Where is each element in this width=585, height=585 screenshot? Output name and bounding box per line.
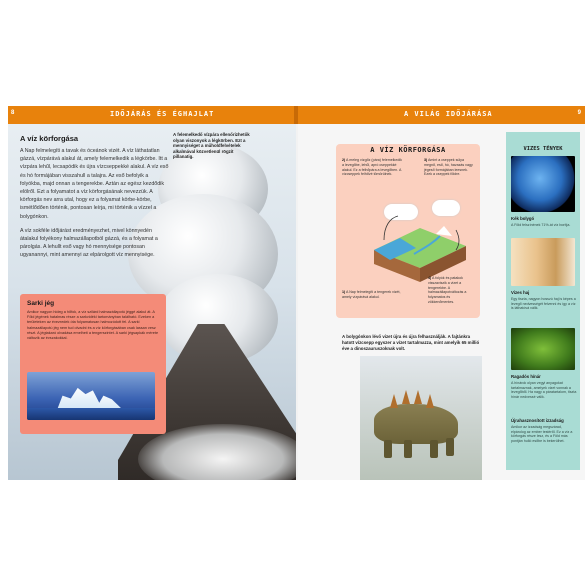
dino-leg — [384, 440, 392, 458]
cycle-note-4 — [428, 276, 476, 305]
water-cycle-card — [336, 144, 480, 318]
fact-text: Amikor az izzadság megszárad, elpárolog az ember testéről. Ez a víz a körforgás része lesz, és a Föld más pontján hulló esőbe is bekerülhet. — [511, 425, 573, 443]
fact-title: Újrahasznosított izzadság — [511, 418, 564, 423]
seaweed-photo — [511, 328, 575, 370]
book-spread — [8, 106, 585, 480]
earth-photo — [511, 156, 575, 212]
dino-leg — [430, 440, 438, 458]
cycle-note-3 — [424, 158, 476, 177]
fact-text: Egy tiszta, nagyon hosszú haj is képes a levegő nedvességét felvenni és így a víz is láthatóvá válik. — [511, 297, 576, 311]
dino-leg — [404, 440, 412, 458]
dino-plate — [426, 394, 434, 408]
water-cycle-title: A VÍZ KÖRFORGÁSA — [370, 146, 446, 154]
left-page-number: 8 — [11, 110, 15, 116]
polar-ice-box — [20, 294, 166, 434]
dino-plate — [390, 394, 398, 408]
wet-hair-photo — [511, 238, 575, 286]
cycle-note-1-text: A Nap felmelegíti a tengerek vizét, amely vízpárává alakul. — [342, 290, 401, 299]
second-paragraph: A víz sokféle időjárást eredményezhet, mivel könnyedén átalakul folyékony halmazállapotból gázzá, és a folyamat a párolgás. A lehullt eső vagy hó mennyisége pontosan ugyanannyi, mint amennyi az elpárolgott víz mennyisége. — [20, 227, 158, 259]
sea-water — [27, 408, 155, 420]
volcano-photo-caption: A felemelkedő vízpára ellenőrizhetők olyan viszonyok a légkörben. Ezt a mennyiséget a műholdfelvételek alkalmával közvetlenül rögzít pillanatig. — [173, 132, 250, 160]
water-facts-panel — [506, 132, 580, 470]
cycle-note-1-number: 1) — [342, 290, 346, 294]
right-page-number: 9 — [577, 110, 581, 116]
gutter — [294, 106, 298, 124]
right-section-title: A VILÁG IDŐJÁRÁSA — [404, 110, 493, 118]
fact-title: Ragadós hínár — [511, 374, 541, 379]
right-page — [298, 124, 585, 480]
left-page — [8, 124, 296, 480]
iceberg-shape — [57, 386, 103, 410]
dino-plate — [402, 390, 410, 404]
facts-title: VIZES TÉNYEK — [523, 146, 563, 152]
polar-ice-title: Sarki jég — [27, 300, 55, 307]
cycle-note-4-number: 4) — [428, 276, 432, 280]
water-cycle-text — [20, 134, 170, 260]
terrain-diagram — [370, 210, 468, 284]
cycle-note-4-text: A folyók és patakok visszaviszik a vizet a tengerekbe. A halmazállapotváltozás a folyamatos és zökkenőmentes. — [428, 276, 467, 304]
header-band — [8, 106, 585, 124]
dino-plate — [414, 390, 422, 404]
left-section-title: IDŐJÁRÁS ÉS ÉGHAJLAT — [110, 110, 215, 118]
cycle-note-3-text: Amint a cseppek súlya megnő, eső, hó, havazás vagy jégeső formájában leesnek. Ezek a cseppek földre. — [424, 158, 473, 177]
cycle-note-2 — [342, 158, 404, 177]
fact-title: Vizes haj — [511, 290, 530, 295]
intro-paragraph: A Nap felmelegíti a tavak és óceánok vizét. A víz láthatatlan gázzá, vízpárává alakul át, amely felemelkedik a légkörbe. Itt a vízpára lehűl, lecsapódik és újra vízcseppekké alakul. A víz eső és hó formájában visszahull a talajra. Az eső befolyik a folyókba, majd onnan a tengerekbe. Aztán az egész kezdődik elölről. Ezt a folyamatot a víz körforgásának nevezzük. A körforgás nev arra utal, hogy ez a folyamat körbe-körbe, ismétlődően történik, pontosan leírja, mi történik a vízzel a bolygónkon. — [20, 148, 169, 220]
left-page-title: A víz körforgása — [20, 134, 79, 143]
fact-text: A Föld felszínének 71%-át víz borítja. — [511, 223, 571, 227]
cycle-note-2-number: 2) — [342, 158, 346, 162]
fact-text: A hínárok olyan vegyi anyagokat tartalmaznak, amelyek vizet vonnak a levegőből. Ha nagy a páratartalom, tiszta hínár nedvessé válik. — [511, 381, 577, 399]
cycle-note-2-text: A meleg vízgőz (pára) felemelkedik a levegőbe, lehűl, apró cseppekké alakul. Ez a felhőpára a levegőben. A vízcseppek felhővé tömörülnek. — [342, 158, 402, 177]
stegosaurus-photo — [360, 356, 482, 480]
iceberg-photo — [27, 372, 155, 420]
dinosaur-caption: A bolygónkon lévő vizet újra és újra felhasználják. A fajtánkra hatott vízcsepp egyszer a vízet tartalmazza, mint amelyik 65 millió éve a dinoszauruszoknak volt. — [342, 334, 480, 351]
polar-ice-text: Amikor nagyon hideg a hőfok, a víz szilárd halmazállapotú jéggé alakul át. A Föld jégének hatalmas része a sarkvidéki tartományban található. Ezeken a területeken az évezredek óta folyamatosan halmozódott fel. A sarki halmazállapotú jég nem tud olvadni és a víz körforgásában csak lassan vesz részt. A jégtakaró olvadása emelheti a tengerszintet. A sarki jégsapkák mérete változik az évszakokkal. — [27, 310, 159, 341]
cycle-note-1 — [342, 290, 404, 300]
fact-title: Kék bolygó — [511, 216, 535, 221]
cycle-note-3-number: 3) — [424, 158, 428, 162]
dino-leg — [446, 438, 454, 456]
